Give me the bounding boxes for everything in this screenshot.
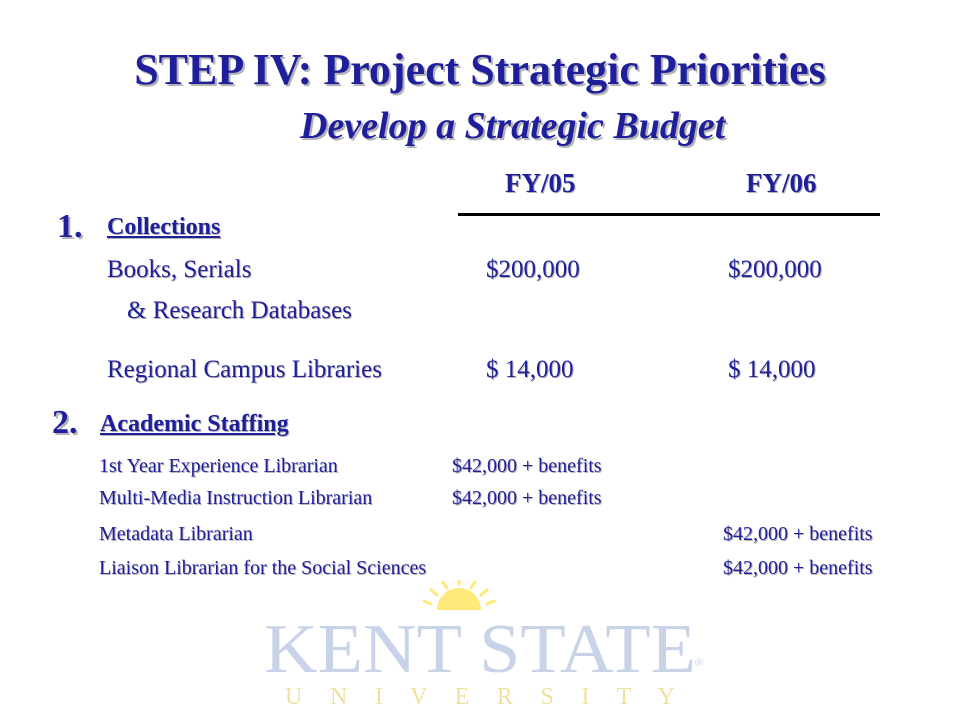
staffing-row-fy05: $42,000 + benefits <box>452 487 602 509</box>
column-header-underline <box>458 213 880 216</box>
column-header-fy06: FY/06 <box>746 168 817 198</box>
collections-row-fy05: $ 14,000 <box>486 356 574 383</box>
staffing-row-fy06: $42,000 + benefits <box>723 523 873 545</box>
section-heading-collections: Collections <box>107 214 221 240</box>
logo-university: U N I V E R S I T Y <box>285 684 675 710</box>
collections-row-label: Books, Serials <box>107 256 252 283</box>
staffing-row-label: Multi-Media Instruction Librarian <box>99 487 373 509</box>
collections-row-fy06: $200,000 <box>728 256 822 283</box>
staffing-row-label: 1st Year Experience Librarian <box>99 455 338 477</box>
staffing-row-fy05: $42,000 + benefits <box>452 455 602 477</box>
collections-row-label: Regional Campus Libraries <box>107 356 382 383</box>
collections-row-label: & Research Databases <box>127 297 352 324</box>
collections-row-fy06: $ 14,000 <box>728 356 816 383</box>
collections-row-fy05: $200,000 <box>486 256 580 283</box>
column-header-fy05: FY/05 <box>505 168 576 198</box>
section-number-staffing: 2. <box>52 404 78 441</box>
staffing-row-label: Metadata Librarian <box>99 523 253 545</box>
section-number-collections: 1. <box>57 208 83 245</box>
logo-registered-mark: ® <box>695 657 704 669</box>
slide-title: STEP IV: Project Strategic Priorities <box>134 45 826 94</box>
staffing-row-label: Liaison Librarian for the Social Sciences <box>99 557 427 579</box>
sun-icon <box>424 580 494 610</box>
section-heading-staffing: Academic Staffing <box>100 411 289 437</box>
logo-wordmark: KENT STATE <box>264 611 696 688</box>
kent-state-logo <box>255 580 705 715</box>
slide-subtitle: Develop a Strategic Budget <box>300 105 726 147</box>
staffing-row-fy06: $42,000 + benefits <box>723 557 873 579</box>
